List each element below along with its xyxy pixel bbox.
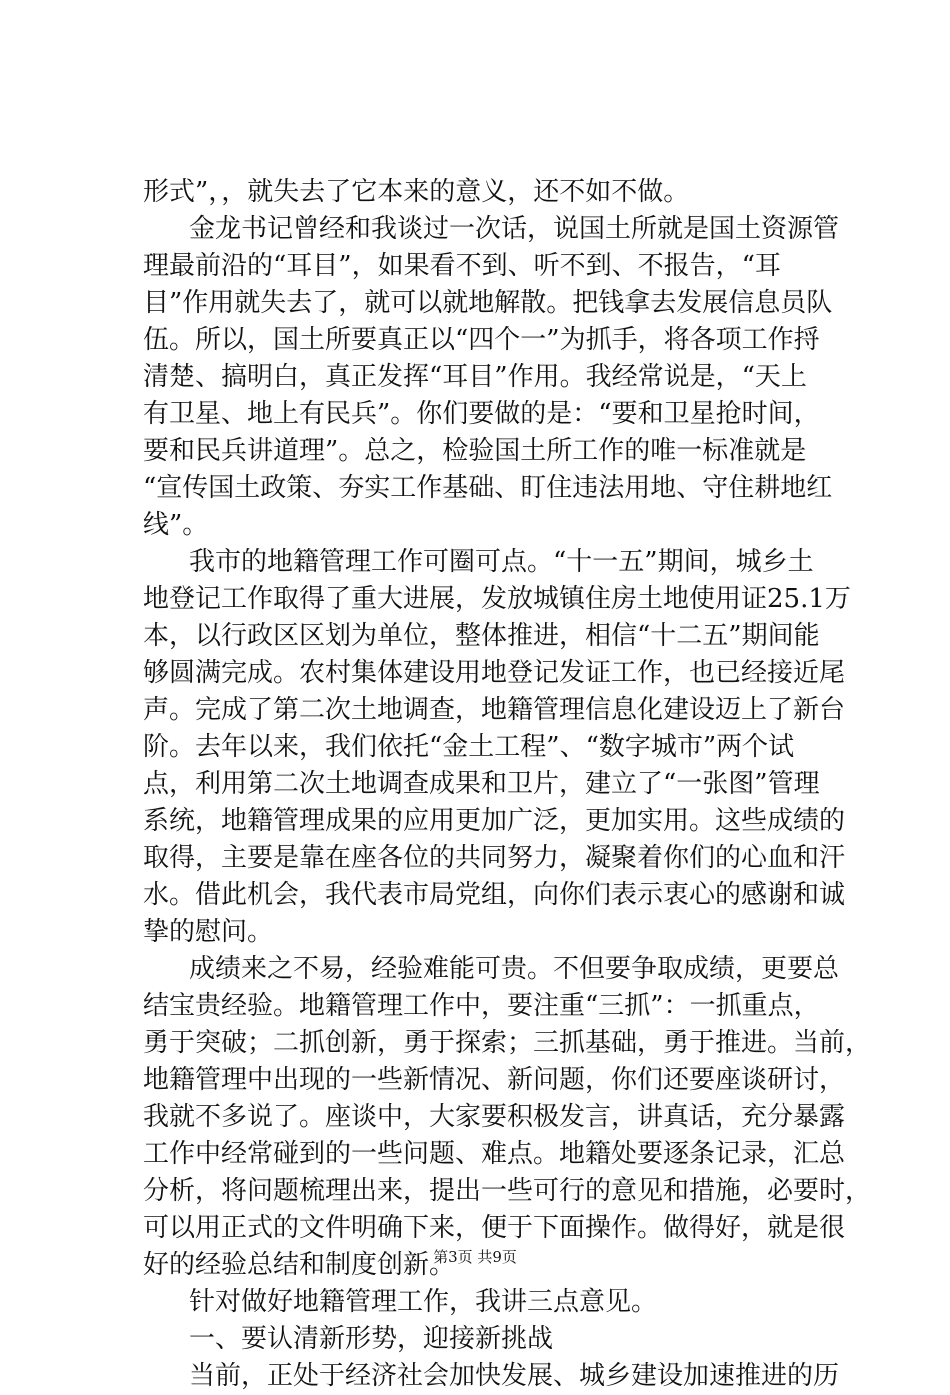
text-line: 水。借此机会，我代表市局党组，向你们表示衷心的感谢和诚 <box>143 880 846 910</box>
text-line: 分析，将问题梳理出来，提出一些可行的意见和措施，必要时， <box>143 1176 872 1206</box>
text-line: 地登记工作取得了重大进展，发放城镇住房土地使用证25.1万 <box>143 584 851 614</box>
text-line: 阶。去年以来，我们依托“金土工程”、“数字城市”两个试 <box>143 732 795 762</box>
text-line: 针对做好地籍管理工作，我讲三点意见。 <box>189 1287 658 1317</box>
text-line: 线”。 <box>143 510 209 540</box>
text-line: 我就不多说了。座谈中，大家要积极发言，讲真话，充分暴露 <box>143 1102 846 1132</box>
text-line: 目”作用就失去了，就可以就地解散。把钱拿去发展信息员队 <box>143 288 833 318</box>
text-line: “宣传国土政策、夯实工作基础、盯住违法用地、守住耕地红 <box>143 473 833 503</box>
section-heading: 一、要认清新形势，迎接新挑战 <box>189 1324 554 1354</box>
document-body <box>143 174 872 1395</box>
text-line: 要和民兵讲道理”。总之，检验国土所工作的唯一标准就是 <box>143 436 807 466</box>
page-number-footer: 第3页 共9页 <box>433 1248 517 1266</box>
text-line: 金龙书记曾经和我谈过一次话，说国土所就是国土资源管 <box>189 214 840 244</box>
text-line: 伍。所以，国土所要真正以“四个一”为抓手，将各项工作捋 <box>143 325 820 355</box>
text-line: 成绩来之不易，经验难能可贵。不但要争取成绩，更要总 <box>189 954 840 984</box>
text-line: 有卫星、地上有民兵”。你们要做的是：“要和卫星抢时间， <box>143 399 820 429</box>
text-line: 取得，主要是靠在座各位的共同努力，凝聚着你们的心血和汗 <box>143 843 846 873</box>
text-line: 清楚、搞明白，真正发挥“耳目”作用。我经常说是，“天上 <box>143 362 807 392</box>
text-line: 声。完成了第二次土地调查，地籍管理信息化建设迈上了新台 <box>143 695 846 725</box>
text-line: 本，以行政区区划为单位，整体推进，相信“十二五”期间能 <box>143 621 820 651</box>
text-line: 点，利用第二次土地调查成果和卫片，建立了“一张图”管理 <box>143 769 820 799</box>
text-line: 形式”，，就失去了它本来的意义，还不如不做。 <box>143 177 690 207</box>
text-line: 勇于突破；二抓创新，勇于探索；三抓基础，勇于推进。当前， <box>143 1028 872 1058</box>
text-line: 理最前沿的“耳目”，如果看不到、听不到、不报告，“耳 <box>143 251 781 281</box>
text-line: 系统，地籍管理成果的应用更加广泛，更加实用。这些成绩的 <box>143 806 846 836</box>
text-line: 挚的慰问。 <box>143 917 274 947</box>
text-line: 结宝贵经验。地籍管理工作中，要注重“三抓”：一抓重点， <box>143 991 820 1021</box>
text-line: 够圆满完成。农村集体建设用地登记发证工作，也已经接近尾 <box>143 658 846 688</box>
text-line: 工作中经常碰到的一些问题、难点。地籍处要逐条记录，汇总 <box>143 1139 846 1169</box>
text-line: 可以用正式的文件明确下来，便于下面操作。做得好，就是很 <box>143 1213 846 1243</box>
text-line: 地籍管理中出现的一些新情况、新问题，你们还要座谈研讨， <box>143 1065 846 1095</box>
text-line: 好的经验总结和制度创新。 <box>143 1250 456 1280</box>
text-line: 我市的地籍管理工作可圈可点。“十一五”期间，城乡土 <box>189 547 814 577</box>
text-line: 当前，正处于经济社会加快发展、城乡建设加速推进的历 <box>189 1361 840 1391</box>
